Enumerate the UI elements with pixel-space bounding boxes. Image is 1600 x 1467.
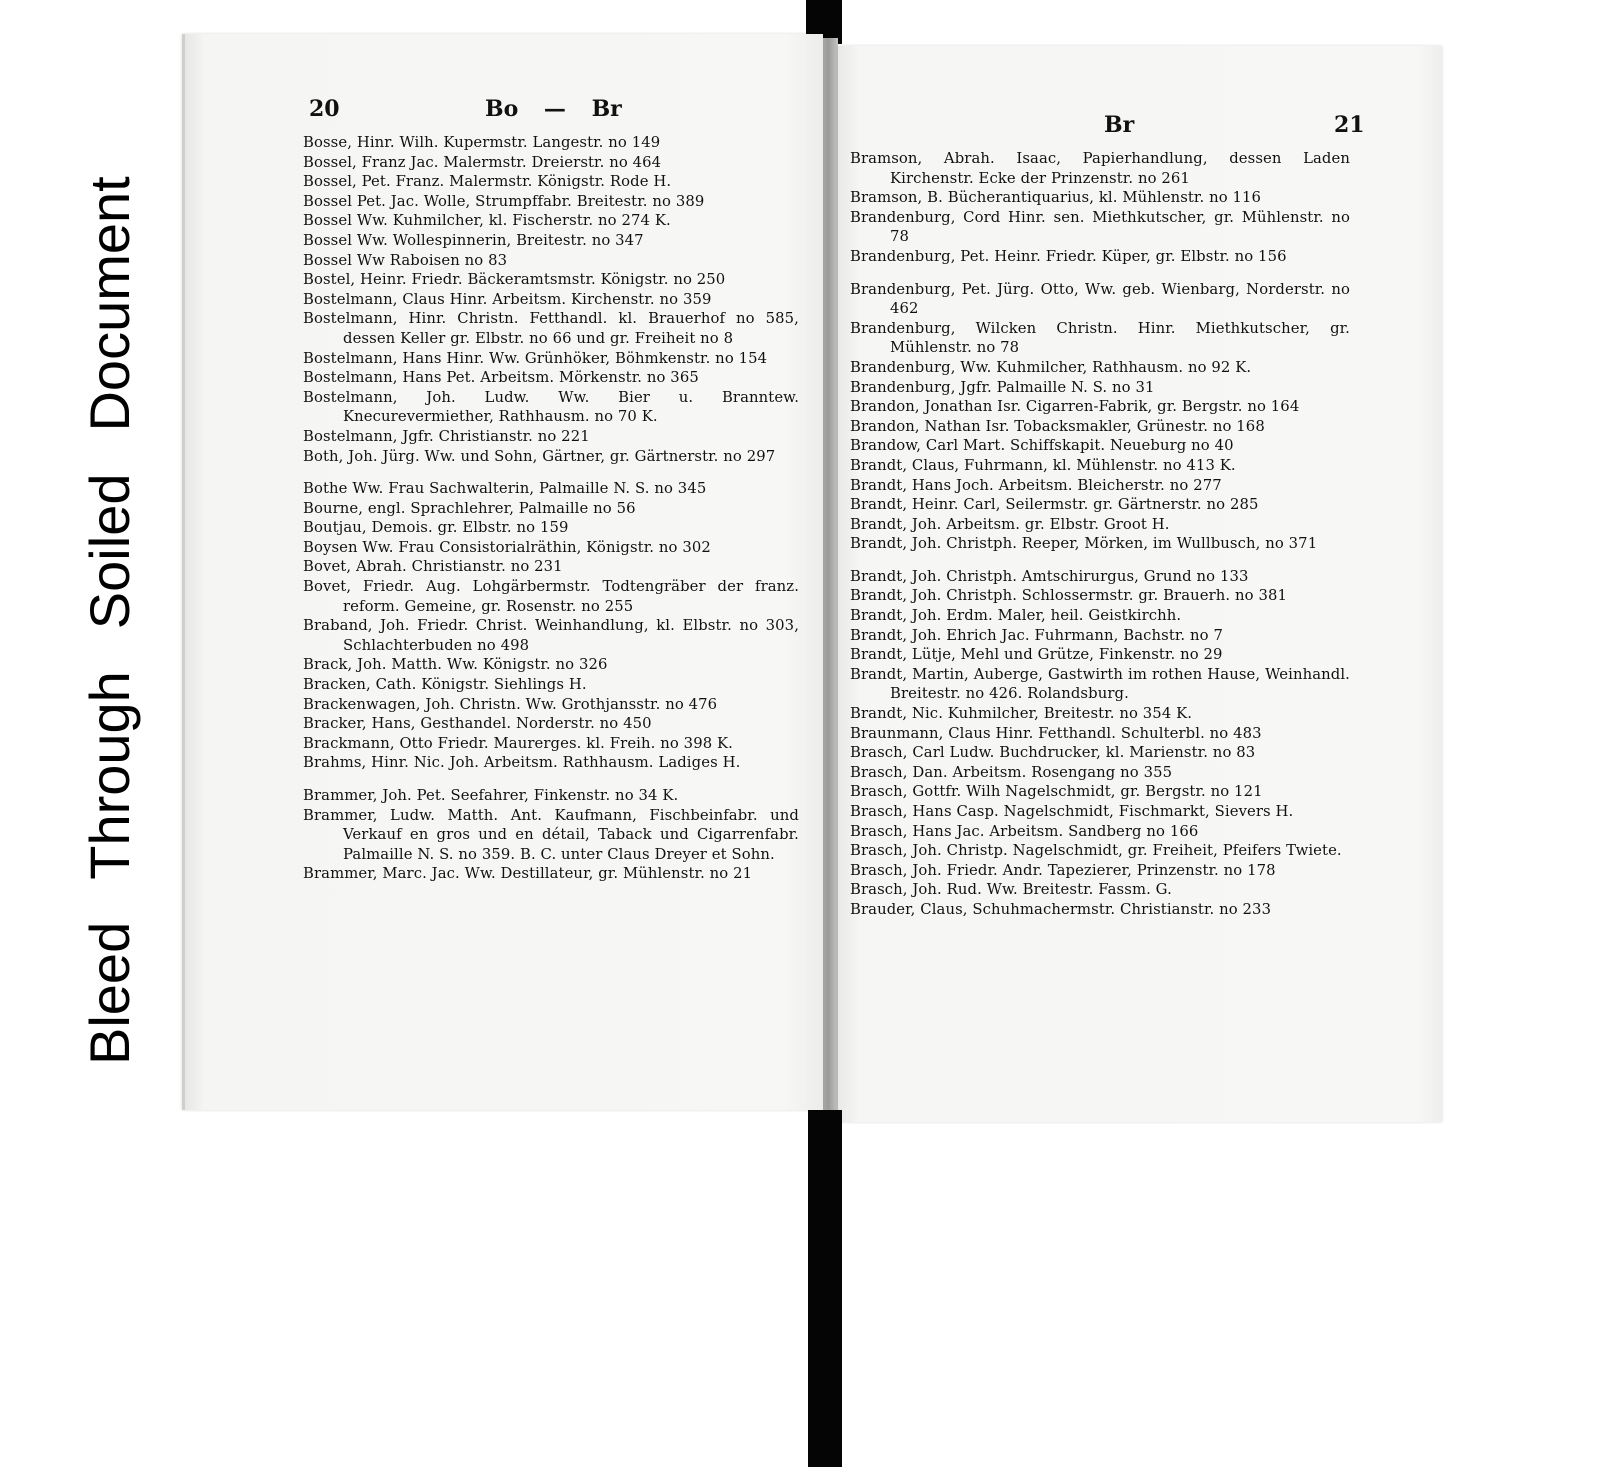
directory-entry: Bossel, Franz Jac. Malermstr. Dreierstr. no 464 (303, 153, 662, 171)
directory-entry: Brasch, Joh. Friedr. Andr. Tapezierer, Prinzenstr. no 178 (850, 861, 1276, 879)
directory-entry: Brandenburg, Wilcken Christn. Hinr. Miethkutscher, gr. Mühlenstr. no 78 (850, 319, 1350, 357)
directory-entry: Bostelmann, Jgfr. Christianstr. no 221 (303, 427, 590, 445)
left-page (182, 34, 823, 1110)
directory-entry: Brandt, Lütje, Mehl und Grütze, Finkenstr. no 29 (850, 646, 1223, 664)
directory-entry: Brahms, Hinr. Nic. Joh. Arbeitsm. Rathhausm. Ladiges H. (303, 754, 741, 772)
label-word: Bleed (78, 921, 141, 1065)
directory-entry: Bostelmann, Claus Hinr. Arbeitsm. Kirchenstr. no 359 (303, 290, 712, 308)
directory-entry: Brandenburg, Ww. Kuhmilcher, Rathhausm. no 92 K. (850, 358, 1252, 376)
directory-entry: Boutjau, Demois. gr. Elbstr. no 159 (303, 519, 569, 537)
directory-entry: Brasch, Joh. Christp. Nagelschmidt, gr. Freiheit, Pfeifers Twiete. (850, 842, 1342, 860)
label-word: Through (78, 671, 141, 880)
directory-entry: Bossel Pet. Jac. Wolle, Strumpffabr. Breitestr. no 389 (303, 192, 705, 210)
directory-entry: Bostel, Heinr. Friedr. Bäckeramtsmstr. Königstr. no 250 (303, 271, 726, 289)
directory-entry: Brandt, Joh. Erdm. Maler, heil. Geistkirchh. (850, 607, 1182, 625)
directory-entry: Brasch, Gottfr. Wilh Nagelschmidt, gr. Bergstr. no 121 (850, 783, 1263, 801)
directory-entry: Bracken, Cath. Königstr. Siehlings H. (303, 676, 587, 694)
directory-entry: Brasch, Carl Ludw. Buchdrucker, kl. Marienstr. no 83 (850, 744, 1256, 762)
directory-entry: Brandenburg, Cord Hinr. sen. Miethkutscher, gr. Mühlenstr. no 78 (850, 208, 1350, 246)
directory-entry: Brackenwagen, Joh. Christn. Ww. Grothjansstr. no 476 (303, 695, 718, 713)
directory-entry: Brack, Joh. Matth. Ww. Königstr. no 326 (303, 656, 608, 674)
right-page (838, 46, 1442, 1122)
directory-entry: Brandt, Hans Joch. Arbeitsm. Bleicherstr. no 277 (850, 476, 1222, 494)
directory-entry: Brasch, Hans Jac. Arbeitsm. Sandberg no 166 (850, 822, 1199, 840)
directory-entry: Brandenburg, Jgfr. Palmaille N. S. no 31 (850, 378, 1155, 396)
directory-entry: Bramson, Abrah. Isaac, Papierhandlung, dessen Laden Kirchenstr. Ecke der Prinzenstr. no 261 (850, 150, 1350, 187)
running-head: Bo — Br (485, 96, 622, 122)
right-page-header (838, 112, 1442, 142)
directory-entry: Brasch, Dan. Arbeitsm. Rosengang no 355 (850, 763, 1173, 781)
directory-entry: Brammer, Joh. Pet. Seefahrer, Finkenstr. no 34 K. (303, 787, 679, 804)
page-number: 21 (1334, 112, 1365, 138)
directory-entry: Brandt, Joh. Ehrich Jac. Fuhrmann, Bachstr. no 7 (850, 626, 1223, 644)
directory-entry: Bossel Ww. Kuhmilcher, kl. Fischerstr. no 274 K. (303, 212, 671, 230)
directory-entry: Bostelmann, Hinr. Christn. Fetthandl. kl. Brauerhof no 585, dessen Keller gr. Elbstr. no 66 und gr. Freiheit no 8 (303, 310, 799, 347)
directory-entry: Bothe Ww. Frau Sachwalterin, Palmaille N. S. no 345 (303, 480, 707, 498)
label-word: Soiled (78, 473, 141, 630)
directory-entry: Brandon, Nathan Isr. Tobacksmakler, Grünestr. no 168 (850, 417, 1265, 435)
directory-entry: Brandenburg, Pet. Jürg. Otto, Ww. geb. Wienbarg, Norderstr. no 462 (850, 280, 1350, 318)
directory-entry: Brandt, Heinr. Carl, Seilermstr. gr. Gärtnerstr. no 285 (850, 496, 1259, 514)
directory-entry: Brandt, Joh. Christph. Schlossermstr. gr. Brauerh. no 381 (850, 587, 1288, 605)
directory-entry: Boysen Ww. Frau Consistorialräthin, Königstr. no 302 (303, 538, 711, 556)
page-number: 20 (309, 96, 340, 122)
directory-entry: Bourne, engl. Sprachlehrer, Palmaille no 56 (303, 499, 636, 517)
label-word: Document (78, 176, 141, 432)
directory-entries (850, 149, 1350, 920)
directory-entry: Bovet, Abrah. Christianstr. no 231 (303, 558, 563, 576)
directory-entry: Brandt, Joh. Arbeitsm. gr. Elbstr. Groot H. (850, 515, 1170, 533)
directory-entry: Bostelmann, Joh. Ludw. Ww. Bier u. Branntew. Knecurevermiether, Rathhausm. no 70 K. (303, 388, 799, 426)
directory-entry: Bosse, Hinr. Wilh. Kupermstr. Langestr. no 149 (303, 134, 661, 151)
directory-entry: Brandt, Martin, Auberge, Gastwirth im rothen Hause, Weinhandl. Breitestr. no 426. Rolandsburg. (850, 665, 1350, 703)
directory-entry: Bossel, Pet. Franz. Malermstr. Königstr. Rode H. (303, 173, 672, 191)
directory-entry: Bossel Ww. Wollespinnerin, Breitestr. no 347 (303, 231, 644, 249)
directory-entry: Braunmann, Claus Hinr. Fetthandl. Schulterbl. no 483 (850, 724, 1262, 742)
directory-entry: Bostelmann, Hans Hinr. Ww. Grünhöker, Böhmkenstr. no 154 (303, 349, 768, 367)
directory-entry: Bovet, Friedr. Aug. Lohgärbermstr. Todtengräber der franz. reform. Gemeine, gr. Rosenstr. no 255 (303, 578, 799, 615)
directory-entry: Brammer, Ludw. Matth. Ant. Kaufmann, Fischbeinfabr. und Verkauf en gros und en détail, Taback und Cigarrenfabr. Palmaille N. S. no 359. B. C. unter Claus Dreyer et Sohn. (303, 806, 799, 863)
running-head: Br (1104, 112, 1135, 138)
directory-entry: Brandow, Carl Mart. Schiffskapit. Neueburg no 40 (850, 437, 1234, 455)
directory-entry: Both, Joh. Jürg. Ww. und Sohn, Gärtner, gr. Gärtnerstr. no 297 (303, 447, 776, 465)
directory-entry: Brandt, Claus, Fuhrmann, kl. Mühlenstr. no 413 K. (850, 456, 1236, 474)
document-condition-label (70, 55, 150, 1065)
directory-entry: Brauder, Claus, Schuhmachermstr. Christianstr. no 233 (850, 900, 1272, 918)
directory-entry: Brammer, Marc. Jac. Ww. Destillateur, gr. Mühlenstr. no 21 (303, 865, 753, 883)
directory-entry: Bostelmann, Hans Pet. Arbeitsm. Mörkenstr. no 365 (303, 369, 699, 387)
directory-entries (303, 133, 799, 884)
directory-entry: Bramson, B. Bücherantiquarius, kl. Mühlenstr. no 116 (850, 189, 1262, 207)
directory-entry: Brandt, Joh. Christph. Amtschirurgus, Grund no 133 (850, 567, 1249, 585)
directory-entry: Bossel Ww Raboisen no 83 (303, 251, 508, 269)
directory-entry: Brasch, Joh. Rud. Ww. Breitestr. Fassm. G. (850, 881, 1172, 899)
directory-entry: Brandt, Nic. Kuhmilcher, Breitestr. no 354 K. (850, 705, 1193, 723)
directory-entry: Bracker, Hans, Gesthandel. Norderstr. no 450 (303, 715, 652, 733)
spine-clip-bottom (808, 1110, 842, 1467)
directory-entry: Braband, Joh. Friedr. Christ. Weinhandlung, kl. Elbstr. no 303, Schlachterbuden no 498 (303, 617, 799, 654)
directory-entry: Brandon, Jonathan Isr. Cigarren-Fabrik, gr. Bergstr. no 164 (850, 398, 1300, 416)
left-page-header (185, 96, 823, 126)
directory-entry: Brandt, Joh. Christph. Reeper, Mörken, im Wullbusch, no 371 (850, 535, 1318, 553)
directory-entry: Brandenburg, Pet. Heinr. Friedr. Küper, gr. Elbstr. no 156 (850, 247, 1287, 265)
directory-entry: Brackmann, Otto Friedr. Maurerges. kl. Freih. no 398 K. (303, 734, 733, 752)
directory-entry: Brasch, Hans Casp. Nagelschmidt, Fischmarkt, Sievers H. (850, 803, 1294, 820)
